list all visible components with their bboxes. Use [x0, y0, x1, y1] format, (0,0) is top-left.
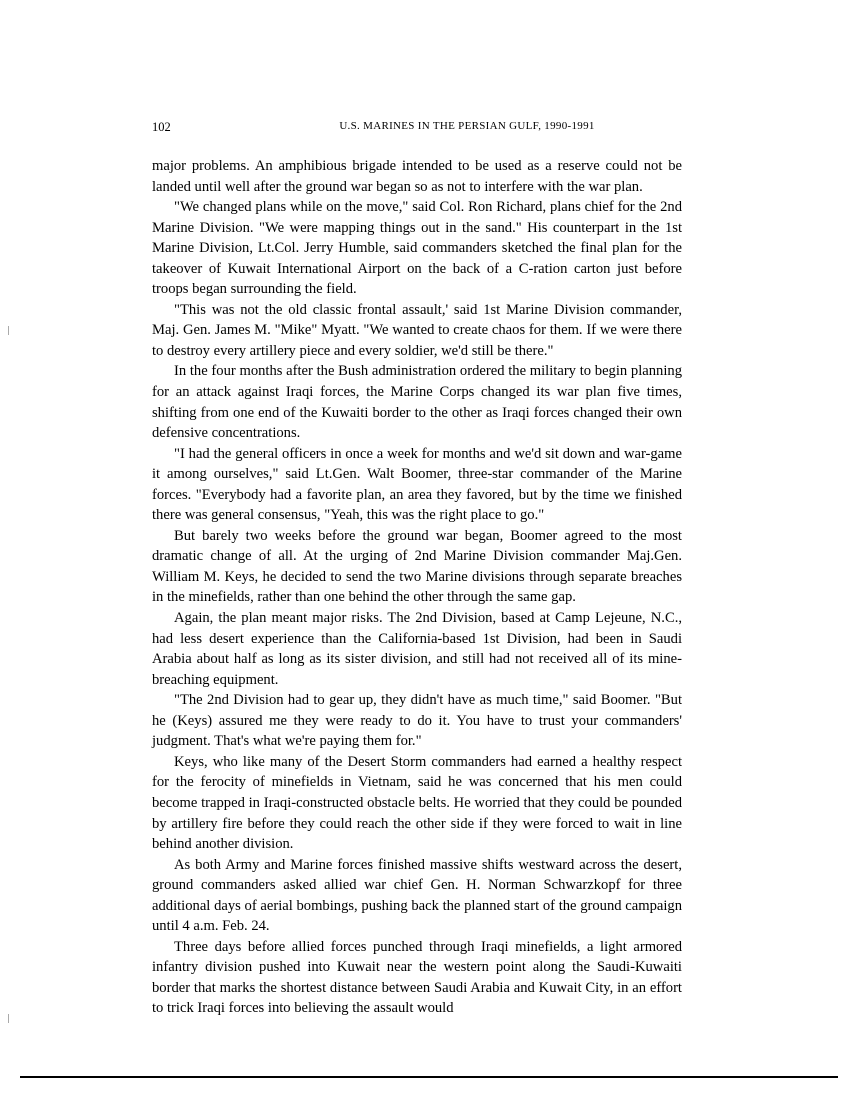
paragraph: "The 2nd Division had to gear up, they didn't have as much time," said Boomer. "But he (Keys) assured me they were ready to do it. You have to trust your commanders' judgment. That's what we're paying them for.": [152, 692, 682, 750]
page-bottom-rule: [20, 1076, 838, 1078]
paragraph: "We changed plans while on the move," said Col. Ron Richard, plans chief for the 2nd Marine Division. "We were mapping things out in the sand." His counterpart in the 1st Marine Division, Lt.Col. Jerry Humble, said commanders sketched the final plan for the takeover of Kuwait International Airport on the back of a C-ration carton just before troops began surrounding the field.: [152, 199, 682, 298]
body-text: [152, 156, 682, 1019]
paragraph: Keys, who like many of the Desert Storm commanders had earned a healthy respect for the ferocity of minefields in Vietnam, said he was concerned that his men could become trapped in Iraqi-constructed obstacle belts. He worried that they could be pounded by artillery fire before they could reach the other side if they were forced to wait in line behind another division.: [152, 753, 682, 853]
running-head: U.S. MARINES IN THE PERSIAN GULF, 1990-1991: [339, 120, 595, 132]
paragraph: But barely two weeks before the ground war began, Boomer agreed to the most dramatic change of all. At the urging of 2nd Marine Division commander Maj.Gen. William M. Keys, he decided to send the two Marine divisions through separate breaches in the minefields, rather than one behind the other through the same gap.: [152, 527, 682, 606]
paragraph: In the four months after the Bush administration ordered the military to begin planning for an attack against Iraqi forces, the Marine Corps changed its war plan five times, shifting from one end of the Kuwaiti border to the other as Iraqi forces changed their own defensive concentrations.: [152, 363, 682, 442]
scan-artifact-mark: [8, 1014, 9, 1023]
paragraph: Again, the plan meant major risks. The 2nd Division, based at Camp Lejeune, N.C., had less desert experience than the California-based 1st Division, had been in Saudi Arabia about half as long as its sister division, and still had not received all of its mine-breaching equipment.: [152, 610, 682, 688]
paragraph: "I had the general officers in once a week for months and we'd sit down and war-game it among ourselves," said Lt.Gen. Walt Boomer, three-star commander of the Marine forces. "Everybody had a favorite plan, an area they favored, but by the time we finished there was general consensus, "Yeah, this was the right place to go.": [152, 445, 682, 524]
paragraph: Three days before allied forces punched through Iraqi minefields, a light armored infantry division pushed into Kuwait near the western point along the Saudi-Kuwaiti border that marks the shortest distance between Saudi Arabia and Kuwait City, in an effort to trick Iraqi forces into believing the assault would: [152, 938, 682, 1017]
scan-artifact-mark: [8, 326, 9, 335]
paragraph: major problems. An amphibious brigade intended to be used as a reserve could not be landed until well after the ground war began so as not to interfere with the war plan.: [152, 158, 682, 195]
paragraph: As both Army and Marine forces finished massive shifts westward across the desert, ground commanders asked allied war chief Gen. H. Norman Schwarzkopf for three additional days of aerial bombings, pushing back the planned start of the ground campaign until 4 a.m. Feb. 24.: [152, 856, 682, 935]
page-header: [152, 120, 682, 136]
paragraph: "This was not the old classic frontal assault,' said 1st Marine Division commander, Maj. Gen. James M. "Mike" Myatt. "We wanted to create chaos for them. If we were there to destroy every artillery piece and every soldier, we'd still be there.": [152, 301, 682, 359]
page-number: 102: [152, 120, 171, 134]
